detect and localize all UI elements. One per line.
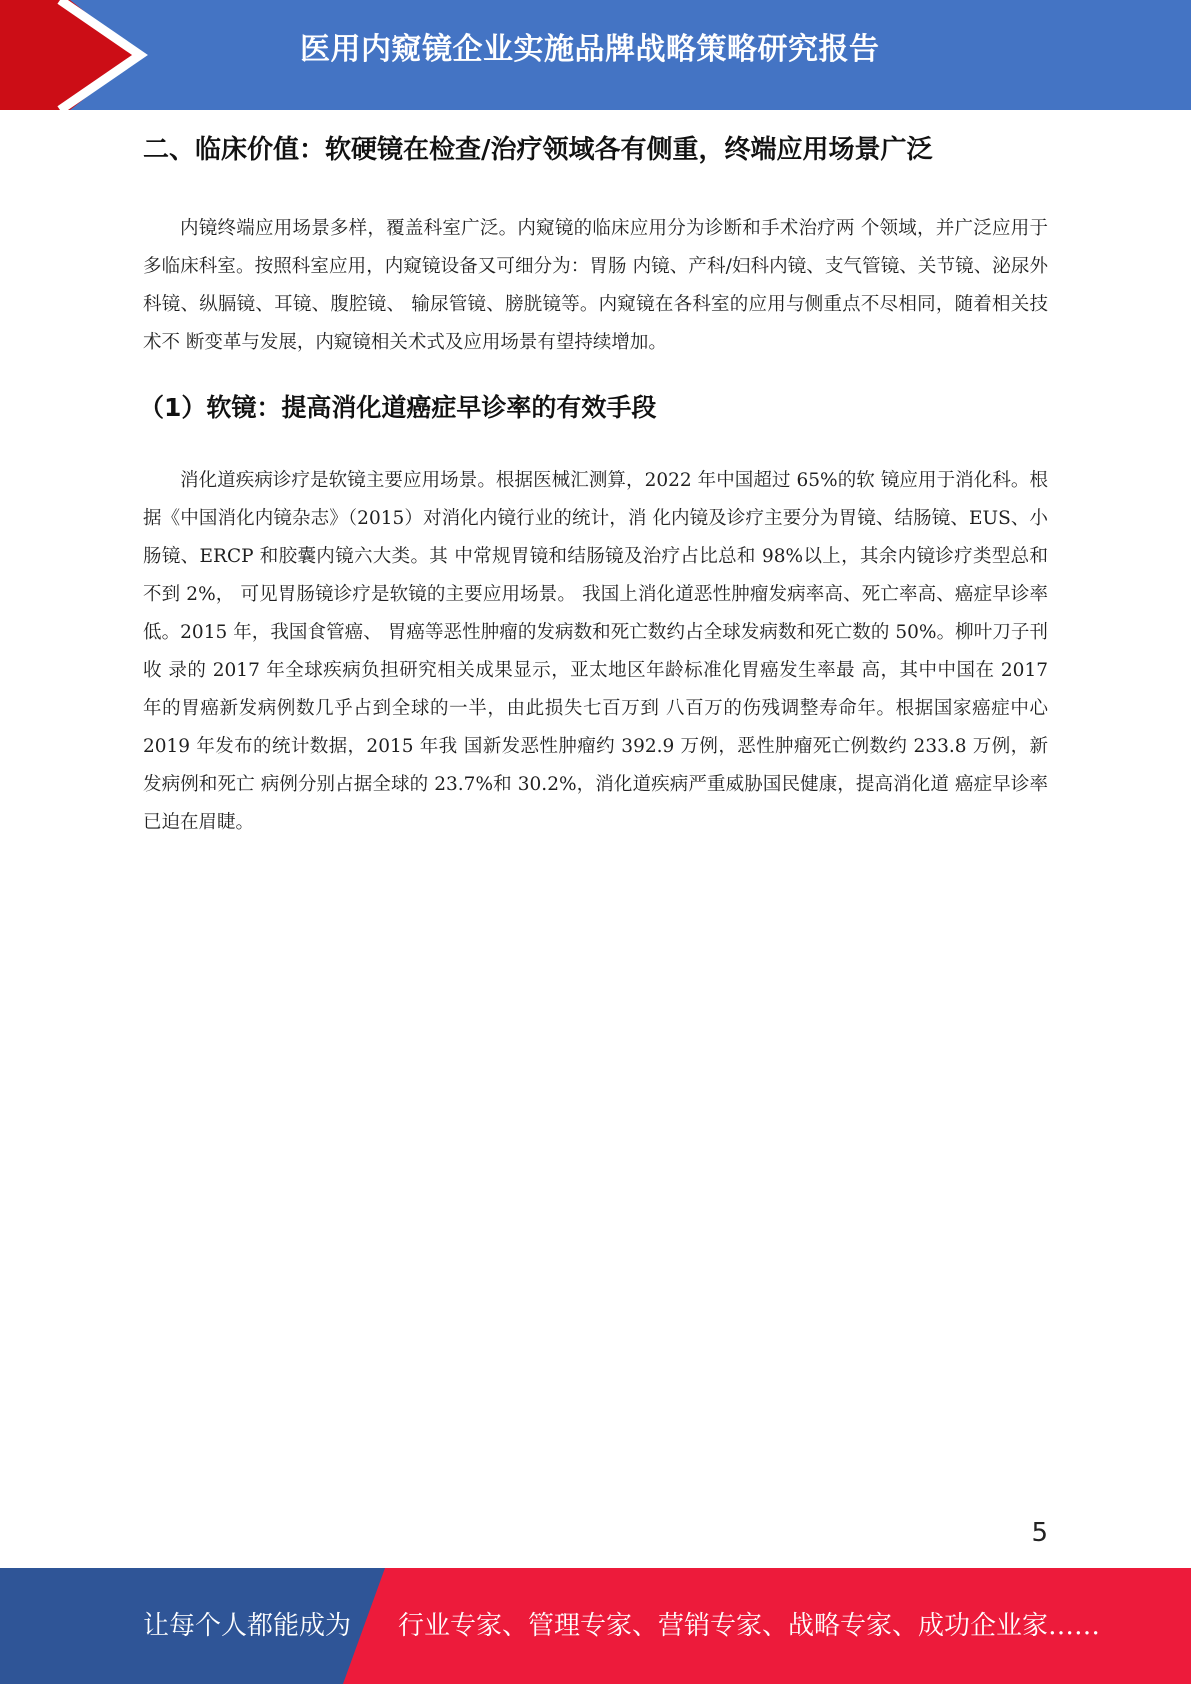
header-ribbon-decoration — [0, 0, 160, 110]
page-footer — [0, 1568, 1191, 1684]
section-heading: 二、临床价值：软硬镜在检查/治疗领域各有侧重，终端应用场景广泛 — [143, 135, 933, 165]
subsection-heading: （1）软镜：提高消化道癌症早诊率的有效手段 — [139, 393, 657, 422]
footer-slogan-right: 行业专家、管理专家、营销专家、战略专家、成功企业家…… — [398, 1611, 1101, 1641]
report-title: 医用内窥镜企业实施品牌战略策略研究报告 — [300, 32, 880, 67]
page-header — [0, 0, 1191, 110]
paragraph-flexible-endoscope: 消化道疾病诊疗是软镜主要应用场景。根据医械汇测算，2022 年中国超过 65%的软 镜应用于消化科。根据《中国消化内镜杂志》（2015）对消化内镜行业的统计，消 化内镜及诊疗主要分为胃镜、结肠镜、EUS、小肠镜、ERCP 和胶囊内镜六大类。其 中常规胃镜和结肠镜及治疗占比总和 98%以上，其余内镜诊疗类型总和不到 2%， 可见胃肠镜诊疗是软镜的主要应用场景。 我国上消化道恶性肿瘤发病率高、死亡率高、癌症早诊率低。2015 年，我国食管癌、 胃癌等恶性肿瘤的发病数和死亡数约占全球发病数和死亡数的 50%。柳叶刀子刊收 录的 2017 年全球疾病负担研究相关成果显示，亚太地区年龄标准化胃癌发生率最 高，其中中国在 2017 年的胃癌新发病例数几乎占到全球的一半，由此损失七百万到 八百万的伤残调整寿命年。根据国家癌症中心 2019 年发布的统计数据，2015 年我 国新发恶性肿瘤约 392.9 万例，恶性肿瘤死亡例数约 233.8 万例，新发病例和死亡 病例分别占据全球的 23.7%和 30.2%，消化道疾病严重威胁国民健康，提高消化道 癌症早诊率已迫在眉睫。 — [143, 470, 1048, 833]
paragraph-clinical-applications: 内镜终端应用场景多样，覆盖科室广泛。内窥镜的临床应用分为诊断和手术治疗两 个领域，并广泛应用于多临床科室。按照科室应用，内窥镜设备又可细分为：胃肠 内镜、产科/妇科内镜、支气管镜、关节镜、泌尿外科镜、纵膈镜、耳镜、腹腔镜、 输尿管镜、膀胱镜等。内窥镜在各科室的应用与侧重点不尽相同，随着相关技术不 断变革与发展，内窥镜相关术式及应用场景有望持续增加。 — [143, 218, 1048, 353]
page-number: 5 — [1031, 1518, 1048, 1548]
page-content — [139, 122, 1048, 842]
footer-slogan-left: 让每个人都能成为 — [143, 1611, 352, 1641]
